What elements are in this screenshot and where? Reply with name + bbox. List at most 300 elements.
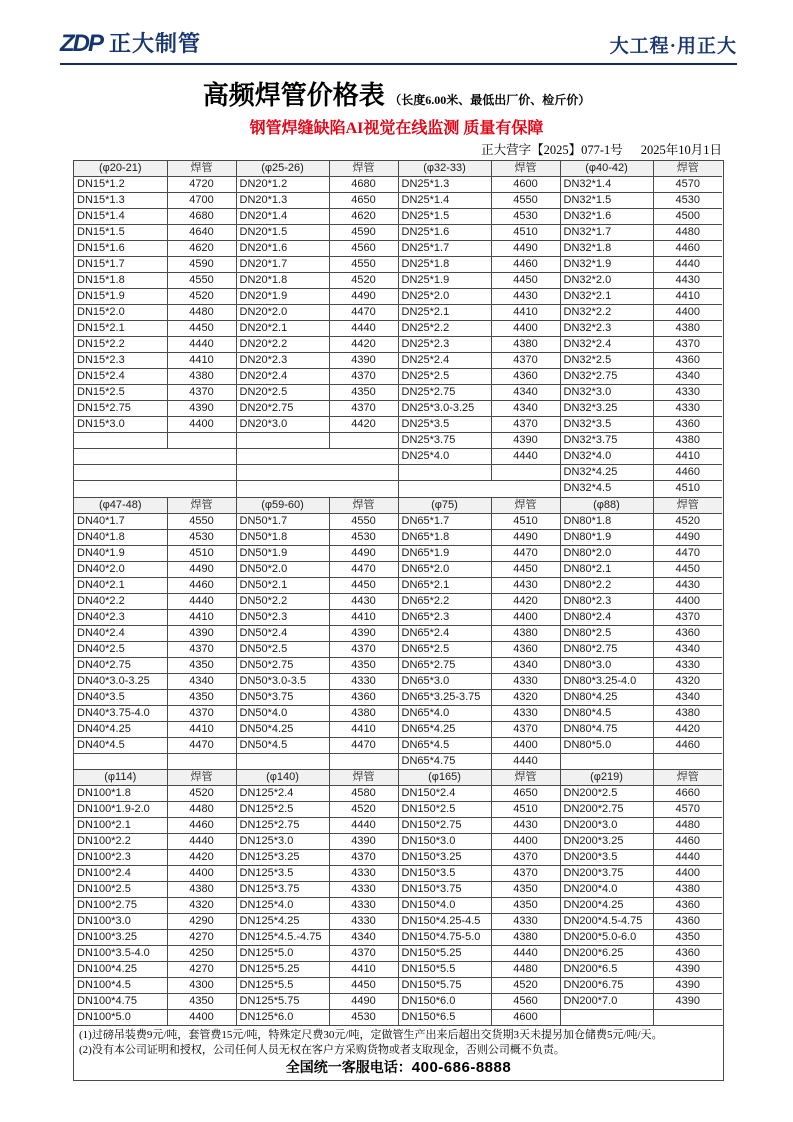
spec-cell: DN32*2.4	[560, 337, 653, 353]
table-row	[74, 785, 722, 801]
spec-cell: DN80*2.5	[560, 625, 653, 641]
spec-cell: DN65*3.25-3.75	[398, 689, 491, 705]
spec-cell: DN200*6.75	[560, 977, 653, 993]
table-row	[74, 993, 722, 1009]
size-group-header: (φ40-42)	[560, 161, 653, 177]
spec-cell: DN50*2.4	[236, 625, 329, 641]
price-cell: 4410	[167, 609, 236, 625]
price-cell: 4380	[491, 337, 560, 353]
spec-cell	[236, 465, 329, 481]
price-cell: 4340	[491, 657, 560, 673]
price-cell: 4390	[167, 625, 236, 641]
spec-cell: DN150*3.5	[398, 865, 491, 881]
price-cell: 4470	[167, 737, 236, 753]
doc-ref-date: 2025年10月1日	[640, 143, 722, 157]
table-row	[74, 369, 722, 385]
table-row	[74, 1009, 722, 1025]
price-cell: 4440	[329, 321, 398, 337]
price-cell	[653, 753, 722, 769]
footer-notes	[74, 1025, 723, 1080]
spec-cell: DN40*3.75-4.0	[74, 705, 167, 721]
price-cell: 4530	[167, 529, 236, 545]
footer-note-1: (1)过磅吊装费9元/吨，套管费15元/吨，特殊定尺费30元/吨，定做管生产出来后超出交货期3天未提另加仓储费5元/吨/天。	[79, 1029, 663, 1042]
price-cell: 4570	[653, 801, 722, 817]
table-row	[74, 561, 722, 577]
price-cell	[329, 433, 398, 449]
price-cell: 4520	[167, 785, 236, 801]
price-cell	[167, 433, 236, 449]
table-row	[74, 385, 722, 401]
spec-cell: DN15*2.75	[74, 401, 167, 417]
price-cell: 4480	[167, 801, 236, 817]
spec-cell: DN32*2.1	[560, 289, 653, 305]
spec-cell	[236, 753, 329, 769]
price-cell: 4570	[653, 177, 722, 193]
price-cell: 4490	[491, 241, 560, 257]
spec-cell: DN25*1.6	[398, 225, 491, 241]
spec-cell: DN20*2.3	[236, 353, 329, 369]
spec-cell: DN65*1.7	[398, 513, 491, 529]
price-cell: 4300	[167, 977, 236, 993]
spec-cell: DN150*6.0	[398, 993, 491, 1009]
size-group-header: (φ165)	[398, 769, 491, 785]
spec-cell: DN80*2.4	[560, 609, 653, 625]
price-cell: 4510	[491, 225, 560, 241]
spec-cell: DN65*2.3	[398, 609, 491, 625]
price-cell: 4290	[167, 913, 236, 929]
spec-cell: DN32*1.6	[560, 209, 653, 225]
spec-cell: DN50*1.8	[236, 529, 329, 545]
spec-cell	[236, 433, 329, 449]
spec-cell: DN40*2.2	[74, 593, 167, 609]
price-cell: 4380	[491, 625, 560, 641]
price-cell: 4440	[653, 849, 722, 865]
hotline-number: 400-686-8888	[411, 1059, 512, 1077]
table-row	[74, 177, 722, 193]
spec-cell: DN15*1.7	[74, 257, 167, 273]
spec-cell: DN50*1.9	[236, 545, 329, 561]
spec-cell: DN15*1.5	[74, 225, 167, 241]
price-cell: 4590	[329, 225, 398, 241]
price-cell: 4520	[653, 513, 722, 529]
price-column-header: 焊管	[167, 161, 236, 177]
spec-cell: DN50*4.5	[236, 737, 329, 753]
spec-cell: DN20*1.6	[236, 241, 329, 257]
spec-cell: DN40*2.3	[74, 609, 167, 625]
price-cell: 4490	[329, 545, 398, 561]
spec-cell: DN40*2.0	[74, 561, 167, 577]
price-cell: 4480	[653, 817, 722, 833]
price-column-header: 焊管	[167, 497, 236, 513]
price-cell: 4270	[167, 961, 236, 977]
spec-cell: DN50*2.0	[236, 561, 329, 577]
spec-cell: DN15*2.2	[74, 337, 167, 353]
spec-cell: DN20*2.1	[236, 321, 329, 337]
price-cell: 4440	[167, 833, 236, 849]
spec-cell: DN80*2.2	[560, 577, 653, 593]
spec-cell: DN200*4.25	[560, 897, 653, 913]
table-row	[74, 337, 722, 353]
price-table-section	[74, 161, 722, 497]
spec-cell: DN25*2.3	[398, 337, 491, 353]
spec-cell: DN125*3.5	[236, 865, 329, 881]
price-cell: 4330	[491, 913, 560, 929]
price-column-header: 焊管	[653, 497, 722, 513]
price-cell: 4450	[167, 321, 236, 337]
table-row	[74, 657, 722, 673]
spec-cell: DN200*6.5	[560, 961, 653, 977]
price-cell: 4400	[653, 305, 722, 321]
price-cell: 4340	[491, 401, 560, 417]
price-cell: 4370	[329, 641, 398, 657]
spec-cell	[560, 1009, 653, 1025]
price-cell: 4450	[653, 561, 722, 577]
table-row	[74, 449, 722, 465]
spec-cell: DN125*4.5.-4.75	[236, 929, 329, 945]
price-cell: 4650	[491, 785, 560, 801]
table-row	[74, 881, 722, 897]
price-cell	[653, 1009, 722, 1025]
price-cell: 4410	[653, 449, 722, 465]
size-group-header: (φ25-26)	[236, 161, 329, 177]
spec-cell: DN25*3.5	[398, 417, 491, 433]
price-cell: 4590	[167, 257, 236, 273]
price-cell: 4350	[167, 689, 236, 705]
price-column-header: 焊管	[329, 161, 398, 177]
spec-cell: DN125*4.25	[236, 913, 329, 929]
price-cell: 4490	[329, 289, 398, 305]
spec-cell: DN50*4.0	[236, 705, 329, 721]
spec-cell: DN40*4.25	[74, 721, 167, 737]
hotline-label: 全国统一客服电话：	[285, 1061, 412, 1077]
price-cell: 4450	[491, 561, 560, 577]
spec-cell: DN20*2.4	[236, 369, 329, 385]
price-cell: 4480	[167, 305, 236, 321]
spec-cell: DN125*2.75	[236, 817, 329, 833]
price-cell: 4440	[167, 337, 236, 353]
price-column-header: 焊管	[653, 161, 722, 177]
spec-cell: DN100*3.0	[74, 913, 167, 929]
table-row	[74, 273, 722, 289]
spec-cell: DN50*2.75	[236, 657, 329, 673]
spec-cell: DN200*2.75	[560, 801, 653, 817]
price-table-section	[74, 769, 722, 1025]
price-cell: 4510	[491, 513, 560, 529]
table-row	[74, 417, 722, 433]
price-cell: 4330	[491, 673, 560, 689]
price-cell: 4350	[653, 929, 722, 945]
price-cell: 4410	[167, 721, 236, 737]
spec-cell	[74, 433, 167, 449]
spec-cell: DN32*3.0	[560, 385, 653, 401]
size-group-header: (φ114)	[74, 769, 167, 785]
spec-cell: DN100*3.5-4.0	[74, 945, 167, 961]
price-cell: 4400	[167, 1009, 236, 1025]
table-row	[74, 753, 722, 769]
price-table	[73, 160, 724, 1081]
spec-cell	[398, 481, 491, 497]
price-cell: 4400	[653, 593, 722, 609]
price-cell: 4410	[653, 289, 722, 305]
table-row	[74, 481, 722, 497]
price-cell: 4460	[653, 465, 722, 481]
price-cell: 4410	[329, 609, 398, 625]
spec-cell: DN25*2.75	[398, 385, 491, 401]
price-cell: 4410	[491, 305, 560, 321]
price-cell: 4530	[329, 529, 398, 545]
price-cell: 4550	[329, 257, 398, 273]
spec-cell: DN200*6.25	[560, 945, 653, 961]
price-cell: 4410	[329, 961, 398, 977]
price-cell: 4530	[329, 1009, 398, 1025]
price-column-header: 焊管	[491, 497, 560, 513]
price-cell: 4320	[491, 689, 560, 705]
price-column-header: 焊管	[329, 497, 398, 513]
spec-cell: DN50*4.25	[236, 721, 329, 737]
price-cell: 4440	[491, 945, 560, 961]
table-row	[74, 737, 722, 753]
spec-cell: DN15*1.6	[74, 241, 167, 257]
spec-cell: DN50*2.3	[236, 609, 329, 625]
price-cell: 4350	[167, 993, 236, 1009]
spec-cell: DN100*4.25	[74, 961, 167, 977]
price-cell: 4350	[491, 881, 560, 897]
spec-cell: DN125*3.75	[236, 881, 329, 897]
spec-cell: DN200*3.25	[560, 833, 653, 849]
zdp-logo-icon: ZDP	[60, 30, 102, 57]
spec-cell: DN40*2.75	[74, 657, 167, 673]
price-cell: 4350	[329, 657, 398, 673]
price-cell: 4480	[653, 225, 722, 241]
spec-cell: DN32*4.25	[560, 465, 653, 481]
spec-cell: DN100*2.4	[74, 865, 167, 881]
price-cell: 4460	[653, 241, 722, 257]
price-cell: 4700	[167, 193, 236, 209]
letterhead	[60, 27, 737, 65]
table-row	[74, 897, 722, 913]
spec-cell: DN50*1.7	[236, 513, 329, 529]
spec-cell: DN32*4.5	[560, 481, 653, 497]
price-cell: 4680	[167, 209, 236, 225]
price-cell: 4550	[167, 273, 236, 289]
price-cell: 4390	[329, 833, 398, 849]
price-cell: 4380	[491, 929, 560, 945]
price-cell: 4440	[653, 257, 722, 273]
price-cell: 4520	[329, 273, 398, 289]
footer-note-2: (2)没有本公司证明和授权，公司任何人员无权在客户方采购货物或者支取现金，否则公司概不负责。	[79, 1044, 565, 1057]
spec-cell: DN100*1.9-2.0	[74, 801, 167, 817]
spec-cell: DN200*3.75	[560, 865, 653, 881]
spec-cell: DN25*3.0-3.25	[398, 401, 491, 417]
price-cell: 4360	[653, 625, 722, 641]
price-cell: 4620	[329, 209, 398, 225]
spec-cell	[74, 753, 167, 769]
spec-cell: DN125*3.25	[236, 849, 329, 865]
spec-cell: DN15*3.0	[74, 417, 167, 433]
price-cell	[329, 481, 398, 497]
price-cell: 4390	[653, 993, 722, 1009]
spec-cell: DN125*5.0	[236, 945, 329, 961]
size-group-header: (φ32-33)	[398, 161, 491, 177]
price-cell: 4360	[653, 353, 722, 369]
spec-cell: DN15*2.5	[74, 385, 167, 401]
spec-cell: DN40*4.5	[74, 737, 167, 753]
price-cell: 4390	[167, 401, 236, 417]
spec-cell: DN150*3.75	[398, 881, 491, 897]
price-cell: 4420	[167, 849, 236, 865]
price-cell: 4650	[329, 193, 398, 209]
table-row	[74, 945, 722, 961]
table-row	[74, 305, 722, 321]
spec-cell: DN20*3.0	[236, 417, 329, 433]
spec-cell: DN65*4.75	[398, 753, 491, 769]
spec-cell: DN80*1.9	[560, 529, 653, 545]
spec-cell: DN100*2.75	[74, 897, 167, 913]
spec-cell: DN80*4.25	[560, 689, 653, 705]
price-cell: 4430	[491, 817, 560, 833]
spec-cell: DN25*2.4	[398, 353, 491, 369]
spec-cell: DN32*2.0	[560, 273, 653, 289]
price-cell: 4550	[167, 513, 236, 529]
price-cell: 4330	[653, 657, 722, 673]
spec-cell: DN15*2.4	[74, 369, 167, 385]
spec-cell: DN20*1.2	[236, 177, 329, 193]
price-cell: 4390	[329, 353, 398, 369]
price-cell: 4380	[653, 321, 722, 337]
spec-cell	[74, 449, 167, 465]
spec-cell: DN80*1.8	[560, 513, 653, 529]
price-cell: 4350	[491, 897, 560, 913]
price-cell: 4360	[653, 945, 722, 961]
price-cell: 4340	[653, 689, 722, 705]
spec-cell: DN25*2.5	[398, 369, 491, 385]
price-cell: 4440	[329, 817, 398, 833]
spec-cell: DN200*3.0	[560, 817, 653, 833]
spec-cell: DN25*3.75	[398, 433, 491, 449]
price-cell	[329, 449, 398, 465]
price-cell: 4380	[167, 369, 236, 385]
price-cell: 4330	[653, 401, 722, 417]
price-cell: 4600	[491, 1009, 560, 1025]
spec-cell: DN200*4.5-4.75	[560, 913, 653, 929]
price-cell	[329, 465, 398, 481]
spec-cell: DN50*3.75	[236, 689, 329, 705]
price-cell: 4320	[653, 673, 722, 689]
price-cell: 4370	[491, 417, 560, 433]
table-row	[74, 833, 722, 849]
price-cell: 4350	[167, 657, 236, 673]
spec-cell: DN150*5.5	[398, 961, 491, 977]
price-cell: 4250	[167, 945, 236, 961]
price-cell: 4440	[167, 593, 236, 609]
price-cell: 4460	[491, 257, 560, 273]
price-column-header: 焊管	[653, 769, 722, 785]
price-cell: 4640	[167, 225, 236, 241]
price-cell: 4340	[491, 385, 560, 401]
document-reference	[74, 140, 722, 158]
spec-cell: DN100*3.25	[74, 929, 167, 945]
spec-cell: DN25*1.9	[398, 273, 491, 289]
price-cell: 4720	[167, 177, 236, 193]
price-cell: 4490	[491, 529, 560, 545]
size-group-header: (φ88)	[560, 497, 653, 513]
table-row	[74, 625, 722, 641]
spec-cell: DN25*1.5	[398, 209, 491, 225]
price-cell: 4330	[329, 897, 398, 913]
price-cell: 4470	[329, 305, 398, 321]
table-row	[74, 433, 722, 449]
price-cell: 4470	[653, 545, 722, 561]
spec-cell: DN15*1.9	[74, 289, 167, 305]
table-row	[74, 225, 722, 241]
price-cell: 4400	[491, 609, 560, 625]
price-cell: 4470	[491, 545, 560, 561]
price-cell: 4460	[653, 737, 722, 753]
price-cell: 4330	[329, 865, 398, 881]
table-row	[74, 641, 722, 657]
spec-cell: DN200*4.0	[560, 881, 653, 897]
table-row	[74, 961, 722, 977]
price-cell: 4380	[653, 705, 722, 721]
price-cell: 4390	[329, 625, 398, 641]
spec-cell: DN40*3.5	[74, 689, 167, 705]
spec-cell: DN40*3.0-3.25	[74, 673, 167, 689]
spec-cell: DN32*2.75	[560, 369, 653, 385]
spec-cell: DN80*3.0	[560, 657, 653, 673]
spec-cell: DN50*2.5	[236, 641, 329, 657]
table-row	[74, 401, 722, 417]
price-cell: 4680	[329, 177, 398, 193]
price-cell: 4580	[329, 785, 398, 801]
spec-cell: DN65*4.0	[398, 705, 491, 721]
price-cell: 4370	[653, 337, 722, 353]
spec-cell	[74, 465, 167, 481]
spec-cell: DN20*2.0	[236, 305, 329, 321]
price-cell: 4400	[653, 865, 722, 881]
table-row	[74, 241, 722, 257]
spec-cell: DN20*1.7	[236, 257, 329, 273]
table-row	[74, 721, 722, 737]
price-cell: 4660	[653, 785, 722, 801]
spec-cell: DN15*1.4	[74, 209, 167, 225]
spec-cell: DN20*2.5	[236, 385, 329, 401]
spec-cell: DN32*3.75	[560, 433, 653, 449]
spec-cell: DN125*2.4	[236, 785, 329, 801]
spec-cell: DN200*2.5	[560, 785, 653, 801]
spec-cell: DN32*2.3	[560, 321, 653, 337]
price-cell: 4410	[329, 721, 398, 737]
spec-cell: DN125*4.0	[236, 897, 329, 913]
spec-cell: DN150*6.5	[398, 1009, 491, 1025]
price-cell: 4420	[329, 417, 398, 433]
spec-cell: DN80*2.3	[560, 593, 653, 609]
spec-cell: DN32*1.5	[560, 193, 653, 209]
price-cell: 4490	[167, 561, 236, 577]
table-row	[74, 865, 722, 881]
spec-cell: DN32*1.4	[560, 177, 653, 193]
price-column-header: 焊管	[329, 769, 398, 785]
price-cell: 4320	[167, 897, 236, 913]
spec-cell: DN32*3.5	[560, 417, 653, 433]
page-title: 高频焊管价格表	[202, 81, 385, 110]
doc-ref-number: 正大营字【2025】077-1号	[481, 143, 623, 157]
spec-cell: DN25*1.3	[398, 177, 491, 193]
spec-cell: DN40*2.5	[74, 641, 167, 657]
price-column-header: 焊管	[167, 769, 236, 785]
price-cell: 4330	[491, 705, 560, 721]
spec-cell: DN32*1.9	[560, 257, 653, 273]
price-cell: 4600	[491, 177, 560, 193]
